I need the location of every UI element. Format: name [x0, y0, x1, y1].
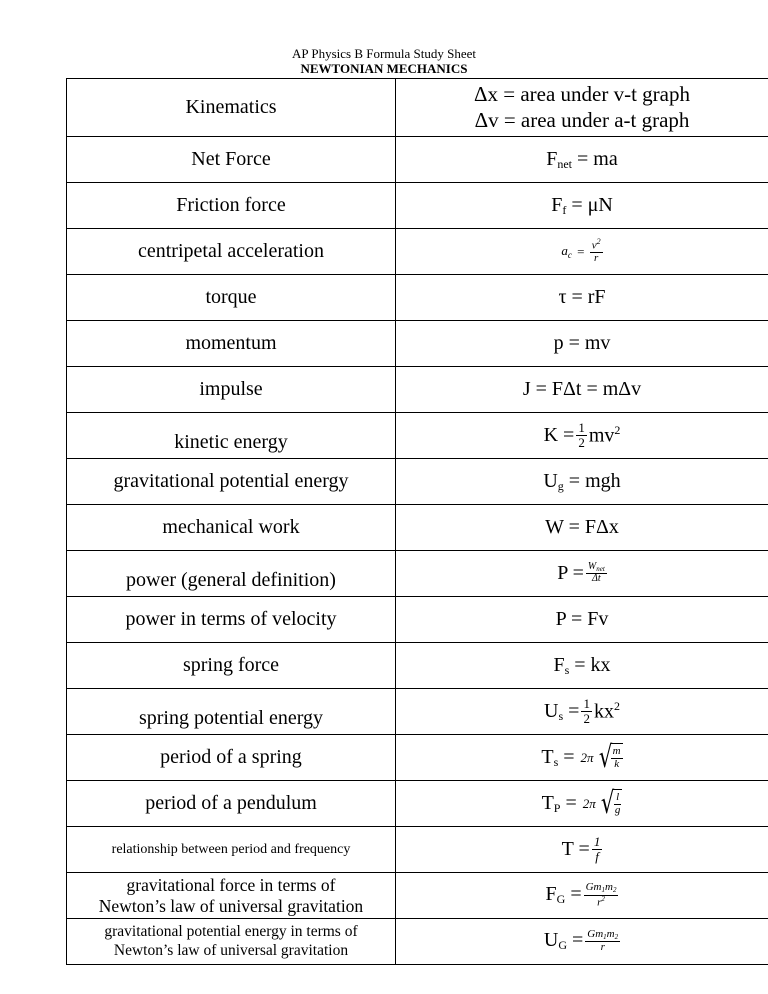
- formula: $U_s$ = $\frac{1}{2}$ $kx^2$: [544, 696, 620, 726]
- formula: J = FΔt = mΔv: [522, 378, 642, 400]
- formula-cell: [396, 735, 768, 781]
- table-row: [67, 919, 768, 965]
- row-label: spring force: [182, 654, 280, 676]
- label-cell: [67, 689, 396, 735]
- row-label: relationship between period and frequency: [111, 841, 351, 857]
- row-label: gravitational force in terms of: [126, 874, 336, 895]
- label-cell: [67, 873, 396, 919]
- table-row: [67, 79, 768, 137]
- row-label: kinetic energy: [174, 431, 288, 453]
- fraction: $\frac{1}{f}$: [593, 834, 601, 864]
- formula: P = $\frac{W_{net}}{\Delta t}$: [557, 561, 605, 585]
- row-label: centripetal acceleration: [138, 240, 324, 262]
- table-row: [67, 689, 768, 735]
- fraction: $\frac{Gm_1m_2}{r^2}$: [585, 881, 617, 909]
- table-row: [67, 321, 768, 367]
- formula-cell: [396, 321, 768, 367]
- label-cell: [67, 597, 396, 643]
- row-label: power (general definition): [126, 569, 336, 591]
- formula: K = $\frac{1}{2}$ $mv^2$: [543, 420, 621, 450]
- row-label: Friction force: [176, 194, 286, 216]
- label-cell: [67, 643, 396, 689]
- table-row: [67, 229, 768, 275]
- table-row: [67, 551, 768, 597]
- formula: $F_f = \mu N$: [551, 193, 613, 217]
- table-row: [67, 367, 768, 413]
- formula-cell: [396, 919, 768, 965]
- formula: P = Fv: [555, 608, 609, 630]
- formula-cell: [396, 551, 768, 597]
- formula-cell: [396, 79, 768, 137]
- formula: $U_g$ = mgh: [543, 469, 621, 493]
- row-label: period of a pendulum: [145, 792, 317, 814]
- row-label: impulse: [199, 378, 263, 400]
- section-title: NEWTONIAN MECHANICS: [300, 61, 468, 76]
- fraction: $\frac{W_{net}}{\Delta t}$: [587, 561, 605, 585]
- formula-line: Δv = area under a-t graph: [474, 107, 690, 132]
- table-row: [67, 873, 768, 919]
- table-row: [67, 827, 768, 873]
- table-row: [67, 781, 768, 827]
- fraction: $\frac{Gm_1m_2}{r}$: [587, 928, 619, 954]
- formula-cell: [396, 643, 768, 689]
- table-row: [67, 459, 768, 505]
- formula: $F_G$ = $\frac{Gm_1m_2}{r^2}$: [545, 881, 617, 909]
- formula-cell: [396, 827, 768, 873]
- formula: τ = rF: [558, 286, 606, 308]
- label-cell: [67, 183, 396, 229]
- table-row: [67, 183, 768, 229]
- formula: W = FΔx: [545, 516, 619, 538]
- sqrt-symbol: √ $\frac{m}{k}$: [598, 739, 621, 775]
- fraction: $\frac{1}{2}$: [578, 420, 585, 450]
- formula-line: Δx = area under v-t graph: [473, 81, 690, 106]
- label-cell: [67, 321, 396, 367]
- table-row: [67, 597, 768, 643]
- row-label: Net Force: [191, 148, 271, 170]
- formula: $T_P$ = 2π √ $\frac{l}{g}$: [541, 785, 621, 821]
- label-cell: [67, 919, 396, 965]
- label-cell: [67, 413, 396, 459]
- row-label: torque: [205, 286, 257, 308]
- formula-table: [66, 78, 768, 965]
- row-label: Newton’s law of universal gravitation: [113, 941, 349, 959]
- row-label: gravitational potential energy in terms of: [104, 922, 358, 940]
- formula-cell: [396, 873, 768, 919]
- row-label: mechanical work: [162, 516, 300, 538]
- formula: $T_s$ = 2π √ $\frac{m}{k}$: [541, 739, 621, 775]
- table-row: [67, 735, 768, 781]
- row-label: gravitational potential energy: [113, 470, 349, 492]
- formula-cell: [396, 597, 768, 643]
- label-cell: [67, 367, 396, 413]
- label-cell: [67, 735, 396, 781]
- label-cell: [67, 459, 396, 505]
- formula-cell: [396, 459, 768, 505]
- row-label: Kinematics: [185, 96, 277, 118]
- table-row: [67, 505, 768, 551]
- row-label: period of a spring: [160, 746, 302, 768]
- table-row: [67, 275, 768, 321]
- table-row: [67, 643, 768, 689]
- formula: $a_c$ = $\frac{v^2}{r}$: [561, 237, 601, 265]
- formula: T = $\frac{1}{f}$: [561, 834, 601, 864]
- row-label: spring potential energy: [138, 707, 324, 729]
- label-cell: [67, 505, 396, 551]
- label-cell: [67, 229, 396, 275]
- formula-cell: [396, 505, 768, 551]
- label-cell: [67, 137, 396, 183]
- label-cell: [67, 827, 396, 873]
- table-row: [67, 413, 768, 459]
- row-label: Newton’s law of universal gravitation: [98, 895, 364, 916]
- sheet-title: AP Physics B Formula Study Sheet: [291, 46, 477, 61]
- label-cell: [67, 781, 396, 827]
- formula-cell: [396, 781, 768, 827]
- formula: $F_{net}$ = ma: [546, 147, 618, 171]
- formula-cell: [396, 413, 768, 459]
- table-row: [67, 137, 768, 183]
- label-cell: [67, 79, 396, 137]
- formula-cell: [396, 275, 768, 321]
- label-cell: [67, 551, 396, 597]
- label-cell: [67, 275, 396, 321]
- sqrt-symbol: √ $\frac{l}{g}$: [600, 785, 621, 821]
- row-label: power in terms of velocity: [125, 608, 337, 630]
- fraction: $\frac{1}{2}$: [583, 696, 590, 726]
- formula-cell: [396, 367, 768, 413]
- formula-cell: [396, 229, 768, 275]
- formula: $U_G$ = $\frac{Gm_1m_2}{r}$: [543, 928, 619, 954]
- formula: p = mv: [553, 332, 611, 354]
- formula-cell: [396, 137, 768, 183]
- fraction: $\frac{v^2}{r}$: [591, 237, 601, 265]
- formula: $F_s$ = kx: [553, 653, 611, 677]
- row-label: momentum: [185, 332, 277, 354]
- formula-cell: [396, 183, 768, 229]
- formula-cell: [396, 689, 768, 735]
